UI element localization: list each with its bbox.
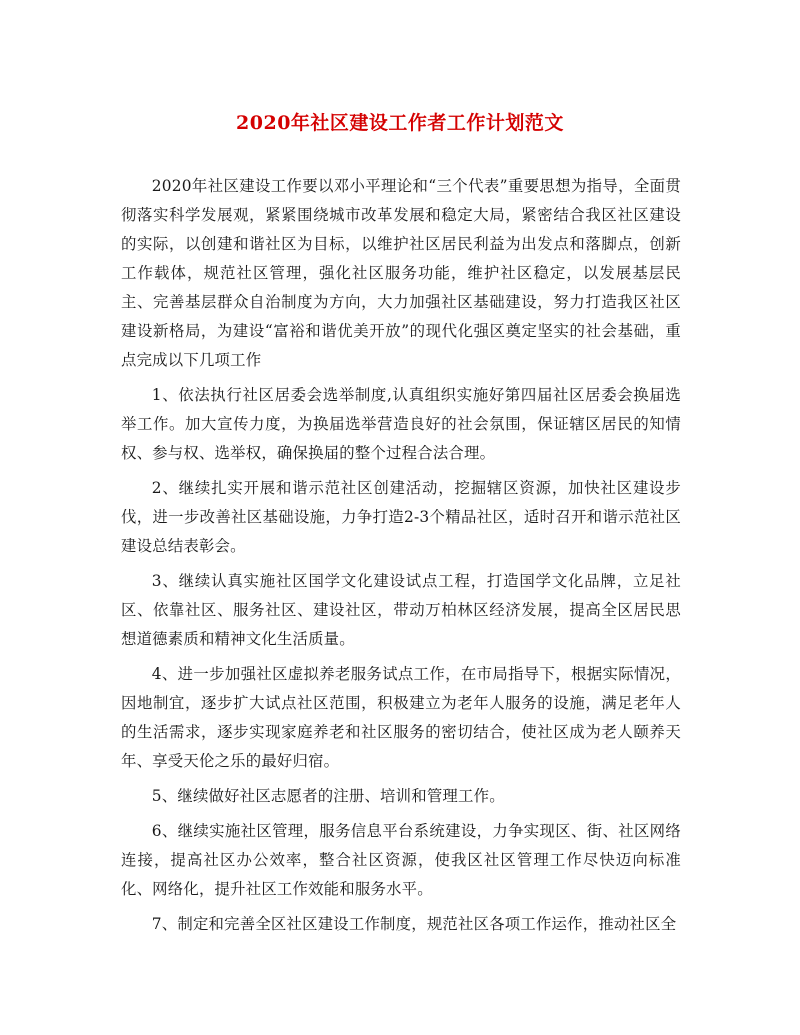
paragraph-item-1: 1、依法执行社区居委会选举制度,认真组织实施好第四届社区居委会换届选举工作。加大宣传力度，为换届选举营造良好的社会氛围，保证辖区居民的知情权、参与权、选举权，确保换届的整个过程合法合理。 bbox=[121, 386, 681, 462]
paragraph-intro: 2020年社区建设工作要以邓小平理论和“三个代表”重要思想为指导，全面贯彻落实科学发展观，紧紧围绕城市改革发展和稳定大局，紧密结合我区社区建设的实际，以创建和谐社区为目标，以维护社区居民利益为出发点和落脚点，创新工作载体，规范社区管理，强化社区服务功能，维护社区稳定，以发展基层民主、完善基层群众自治制度为方向，大力加强社区基础建设，努力打造我区社区建设新格局，为建设“富裕和谐优美开放”的现代化强区奠定坚实的社会基础，重点完成以下几项工作 bbox=[121, 177, 681, 369]
document-body bbox=[121, 172, 681, 945]
paragraph-item-5: 5、继续做好社区志愿者的注册、培训和管理工作。 bbox=[151, 787, 505, 805]
paragraph-item-3: 3、继续认真实施社区国学文化建设试点工程，打造国学文化品牌，立足社区、依靠社区、服务社区、建设社区，带动万柏林区经济发展，提高全区居民思想道德素质和精神文化生活质量。 bbox=[121, 572, 681, 648]
paragraph-item-2: 2、继续扎实开展和谐示范社区创建活动，挖掘辖区资源，加快社区建设步伐，进一步改善社区基础设施，力争打造2-3个精品社区，适时召开和谐示范社区建设总结表彰会。 bbox=[121, 479, 681, 555]
paragraph-item-7: 7、制定和完善全区社区建设工作制度，规范社区各项工作运作，推动社区全 bbox=[151, 915, 677, 933]
document-title: 2020年社区建设工作者工作计划范文 bbox=[236, 112, 564, 134]
paragraph-item-6: 6、继续实施社区管理，服务信息平台系统建设，力争实现区、街、社区网络连接，提高社区办公效率，整合社区资源，使我区社区管理工作尽快迈向标准化、网络化，提升社区工作效能和服务水平。 bbox=[121, 822, 681, 898]
paragraph-item-4: 4、进一步加强社区虚拟养老服务试点工作，在市局指导下，根据实际情况，因地制宜，逐步扩大试点社区范围，积极建立为老年人服务的设施，满足老年人的生活需求，逐步实现家庭养老和社区服务的密切结合，使社区成为老人颐养天年、享受天伦之乐的最好归宿。 bbox=[121, 665, 681, 770]
